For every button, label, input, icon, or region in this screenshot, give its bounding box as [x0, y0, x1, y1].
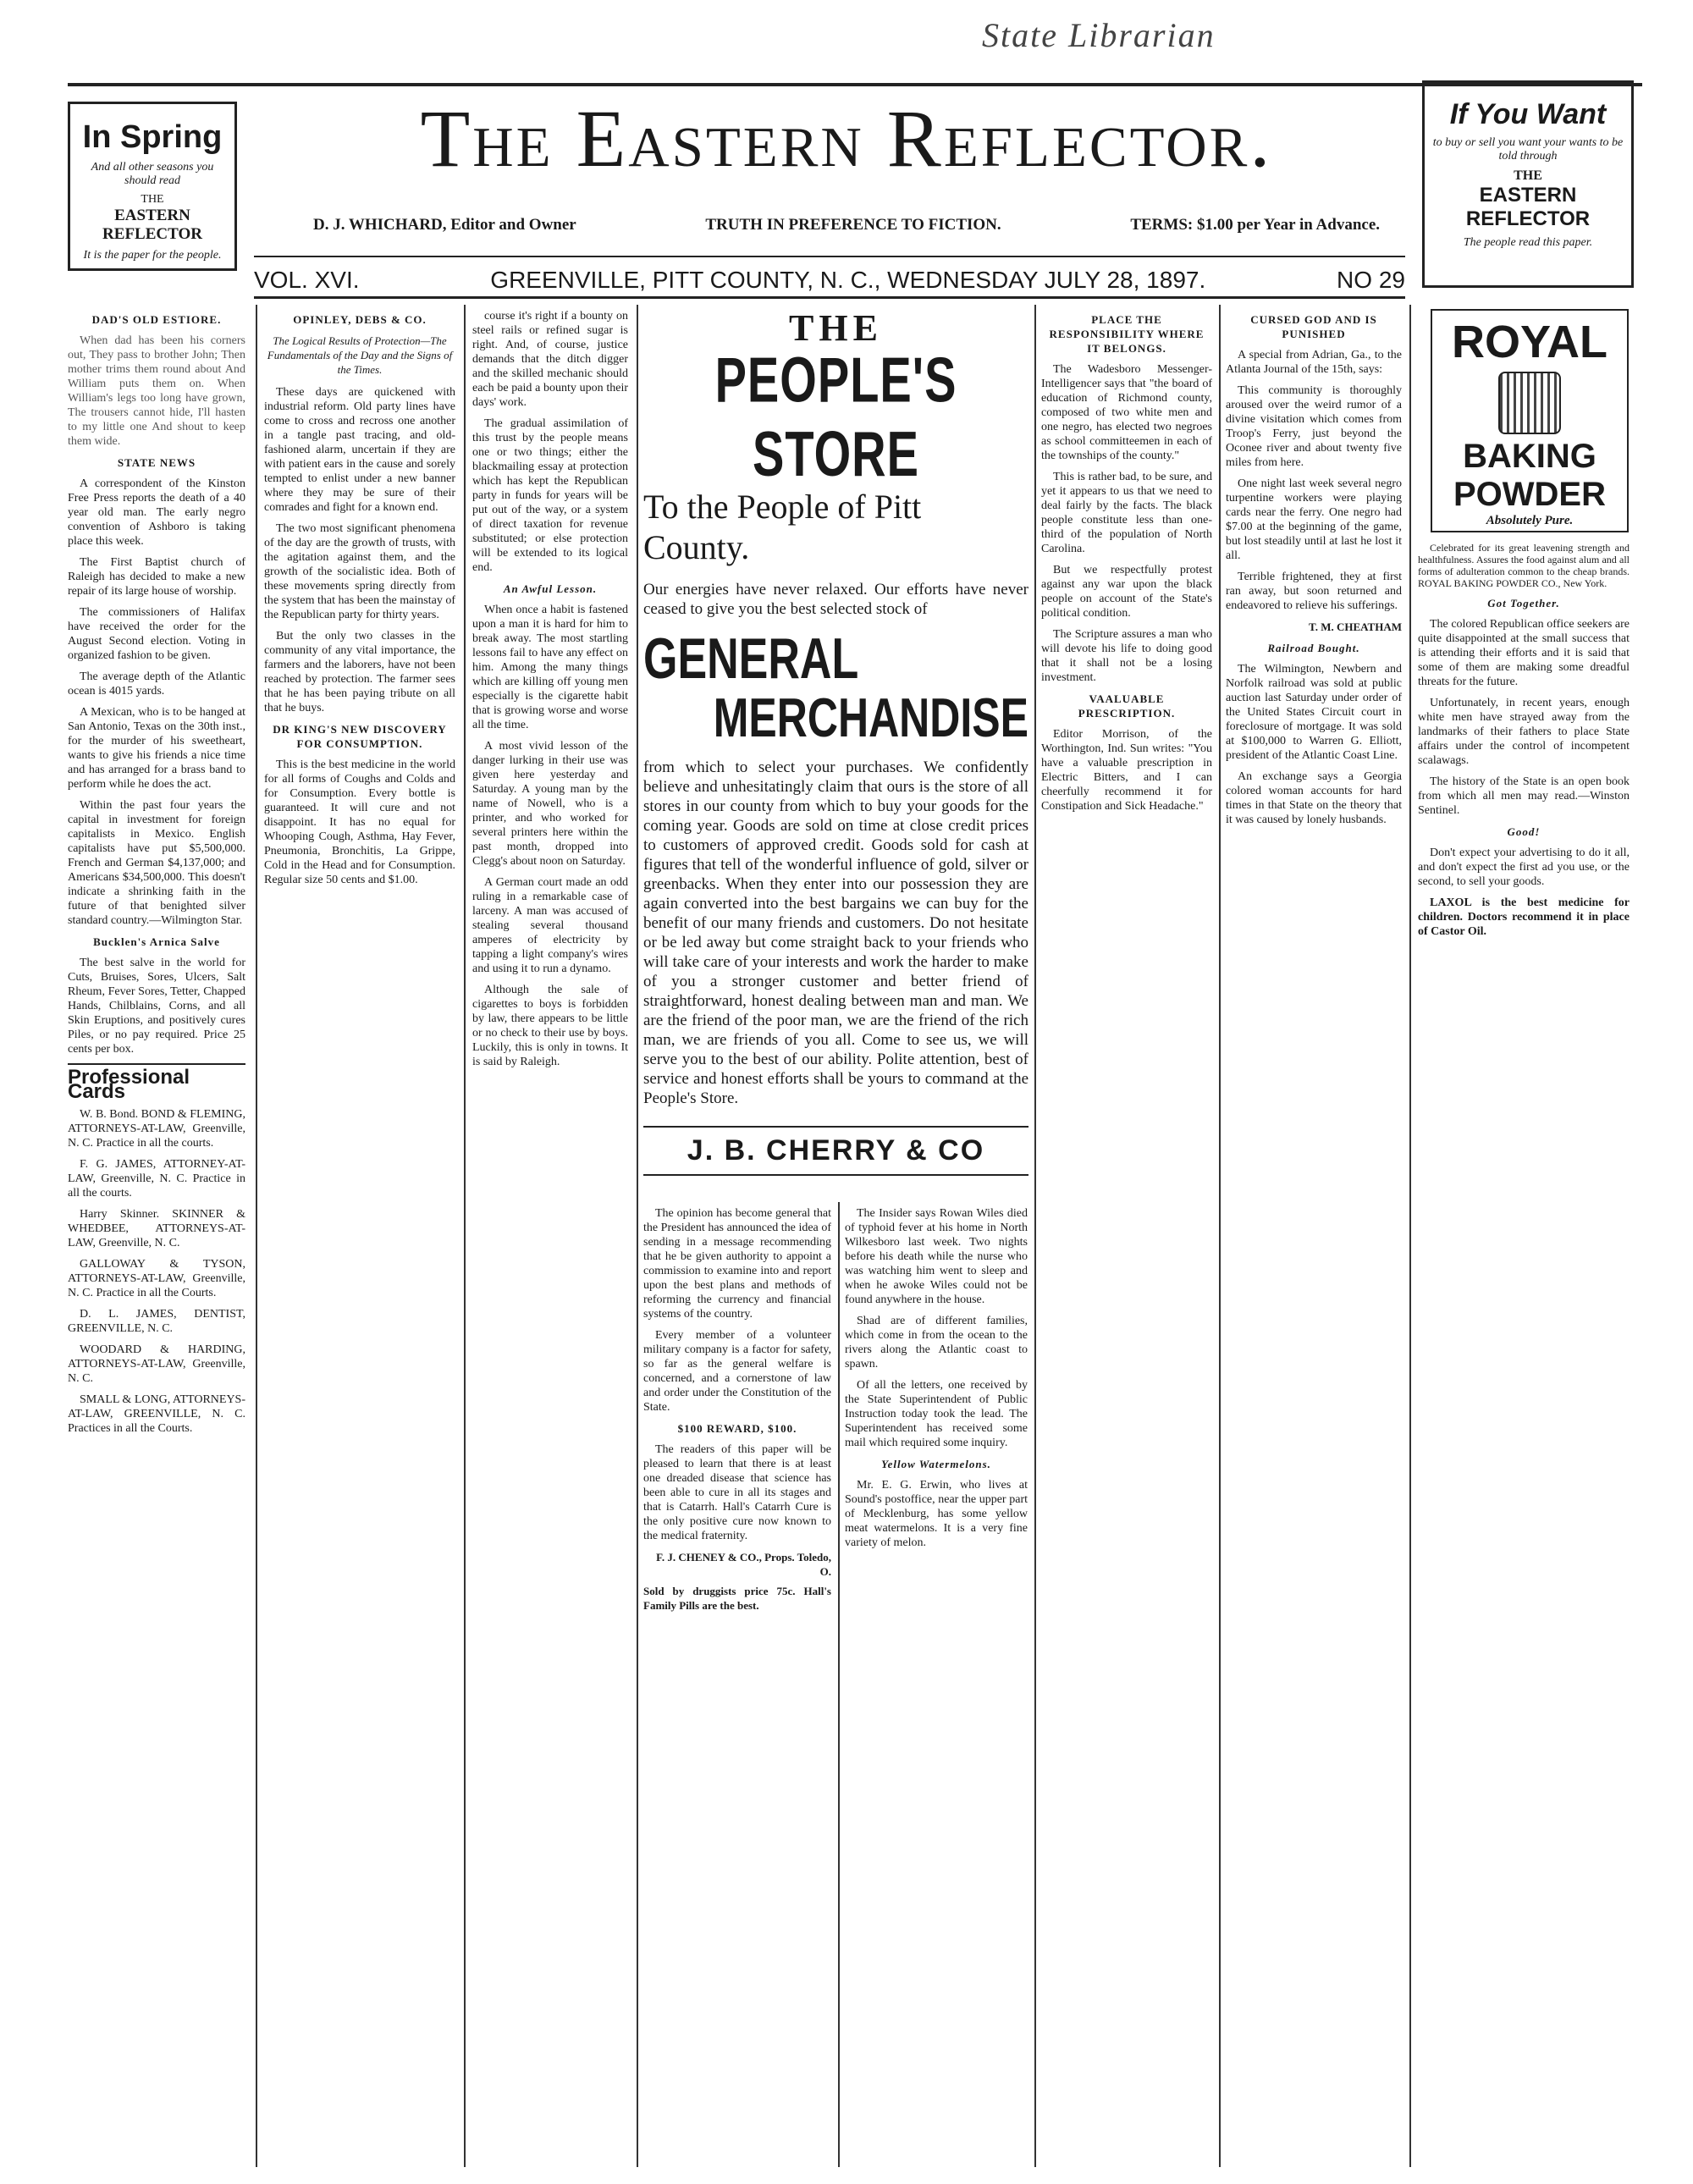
column-1	[68, 309, 245, 2163]
column-8	[1418, 542, 1630, 2163]
paragraph: The Scripture assures a man who will devote his life to doing good that it shall not be a losing investment.	[1041, 628, 1212, 684]
paragraph: A most vivid lesson of the danger lurking in their use was given here yesterday and Saturday. A young man by the name of Nowell, who is a printer, and who worked for several printers here within the past month, dropped into Clegg's about noon on Saturday.	[472, 740, 628, 868]
motto: TRUTH IN PREFERENCE TO FICTION.	[705, 216, 1001, 234]
ad-greeting: To the People of Pitt County.	[643, 488, 922, 566]
editor-line: D. J. WHICHARD, Editor and Owner	[313, 216, 576, 234]
business-card: Harry Skinner. SKINNER & WHEDBEE, ATTORNEYS-AT-LAW, Greenville, N. C.	[68, 1208, 245, 1249]
paragraph: But we respectfully protest against any war upon the black people on account of the State's political condition.	[1041, 564, 1212, 620]
left-ear-the: THE	[141, 193, 164, 206]
paragraph: Don't expect your advertising to do it all, and don't expect the first ad you use, or the second, to sell your goods.	[1418, 847, 1630, 888]
column-2	[264, 309, 455, 2163]
signature: F. J. CHENEY & CO., Props. Toledo, O.	[656, 1551, 831, 1578]
paragraph: Unfortunately, in recent years, enough white men have strayed away from the landmarks of their fathers to place State affairs under the control of incompetent scalawags.	[1418, 697, 1630, 767]
paragraph: course it's right if a bounty on steel rails or refined sugar is right. And, of course, justice demands that the ditch digger and the skilled mechanic should each be paid a bounty upon their days' work.	[472, 310, 628, 409]
dateline	[254, 267, 1405, 294]
paragraph: LAXOL is the best medicine for children. Doctors recommend it in place of Castor Oil.	[1418, 896, 1630, 938]
professional-cards-heading: Professional Cards	[68, 1066, 190, 1103]
paragraph: Shad are of different families, which come in from the ocean to the rivers along the Atlantic coast to spawn.	[845, 1315, 1028, 1371]
top-rule	[68, 83, 1642, 86]
handwritten-note: State Librarian	[982, 16, 1216, 54]
paragraph: Celebrated for its great leavening strength and healthfulness. Assures the food against alum and all forms of adulteration common to the cheap brands. ROYAL BAKING POWDER CO., New York.	[1418, 542, 1630, 589]
article-subheading: The Logical Results of Protection—The Fundamentals of the Day and the Signs of the Times.	[267, 334, 453, 376]
column-rule	[1034, 305, 1036, 2167]
paragraph: One night last week several negro turpentine workers were playing cards near the ferry. One negro had $7.00 at the beginning of the game, but lost steadily until at last he lost it all.	[1226, 477, 1402, 562]
right-ear-text2: The people read this paper.	[1463, 236, 1593, 249]
paragraph: This is rather bad, to be sure, and yet it appears to us that we need to deal fairly by the facts. The black people constitute less than one-third of the population of North Carolina.	[1041, 471, 1212, 555]
business-card: D. L. JAMES, DENTIST, GREENVILLE, N. C.	[68, 1308, 245, 1335]
business-card: F. G. JAMES, ATTORNEY-AT-LAW, Greenville, N. C. Practice in all the courts.	[68, 1158, 245, 1200]
paragraph: A Mexican, who is to be hanged at San Antonio, Texas on the 30th inst., for the murder of his sweetheart, wants to give his friends a nice time and has arranged for a brass band to perform while he does the act.	[68, 706, 245, 791]
article-heading: DAD'S OLD ESTIORE.	[91, 313, 222, 326]
column-6	[1041, 309, 1212, 2163]
right-ear-paper: EASTERN REFLECTOR	[1465, 184, 1591, 230]
peoples-store-ad	[643, 306, 1028, 1195]
article-heading: $100 REWARD, $100.	[677, 1422, 797, 1435]
paragraph: This community is thoroughly aroused over the weird rumor of a divine visitation which comes from Troop's Ferry, just beyond the Oconee river and about twenty five miles from here.	[1226, 384, 1402, 469]
baking-powder-can-icon	[1498, 372, 1561, 434]
paragraph: Every member of a volunteer military company is a factor for safety, so far as the general welfare is concerned, and a cornerstone of law and order under the Constitution of the State.	[643, 1329, 831, 1414]
article-heading: DR KING'S NEW DISCOVERY FOR CONSUMPTION.	[273, 723, 447, 750]
paragraph: The commissioners of Halifax have received the order for the August Second election. Voting in organized fashion to be given.	[68, 606, 245, 662]
article-heading: OPINLEY, DEBS & CO.	[293, 313, 427, 326]
paragraph: These days are quickened with industrial reform. Old party lines have come to cross and recross one another in a tangle past tracing, and old-fashioned alarm, uncertain if they are with patient ears in the cause and sorely tempted to enlist under a new banner where they may be sure of their comrades and fight for a known end.	[264, 386, 455, 514]
column-rule	[464, 305, 466, 2167]
terms: TERMS: $1.00 per Year in Advance.	[1130, 216, 1380, 234]
column-rule	[637, 305, 638, 2167]
royal-baking: BAKING	[1463, 438, 1596, 475]
ad-firm-name: J. B. CHERRY & CO	[643, 1126, 1028, 1176]
left-ear-box	[68, 102, 237, 271]
paragraph: The two most significant phenomena of the day are the growth of trusts, with the agitation against them, and the growth of the socialistic idea. Both of these movements spring directly from the system that has been the mainstay of the Republican party for thirty years.	[264, 522, 455, 621]
paragraph: The Wilmington, Newbern and Norfolk railroad was sold at public auction last Saturday under order of the United States Circuit court in foreclosure of mortgage. It was sold at $100,000 to Warren G. Elliott, president of the Atlantic Coast Line.	[1226, 663, 1402, 762]
left-ear-text2: It is the paper for the people.	[83, 249, 222, 262]
left-ear-title: In Spring	[82, 119, 223, 155]
paragraph: Within the past four years the capital in investment for foreign capitalists in Mexico. English capitalists have put $5,500,000. French and German $4,137,000; and Americans $34,500,000. This doesn't indicate a shrinking faith in the future of that benighted silver standard country.—Wilmington Star.	[68, 799, 245, 927]
column-3	[472, 309, 628, 2163]
dateline-text: GREENVILLE, PITT COUNTY, N. C., WEDNESDAY JULY 28, 1897.	[490, 267, 1206, 293]
royal-powder: POWDER	[1453, 476, 1606, 513]
paragraph: The Insider says Rowan Wiles died of typhoid fever at his home in North Wilkesboro last week. Two nights before his death while the nurse who was watching him went to sleep and when he awoke Wiles could not be found anywhere in the house.	[845, 1207, 1028, 1306]
footer-note: Sold by druggists price 75c. Hall's Family Pills are the best.	[643, 1585, 831, 1612]
article-heading: Bucklen's Arnica Salve	[93, 935, 220, 948]
column-rule	[838, 1202, 840, 2167]
right-ear-title: If You Want	[1449, 98, 1607, 130]
right-ear-text: to buy or sell you want your wants to be told through	[1432, 136, 1624, 163]
article-heading: VAALUABLE PRESCRIPTION.	[1078, 692, 1176, 720]
paragraph: When once a habit is fastened upon a man it is hard for him to break away. The most startling lessons fail to have any effect on him. Among the many things which are killing off young men especially is the cigarette habit that is growing worse and worse all the time.	[472, 604, 628, 731]
paragraph: The best salve in the world for Cuts, Bruises, Sores, Ulcers, Salt Rheum, Fever Sores, Tetter, Chapped Hands, Chilblains, Corns, and all Skin Eruptions, and positively cures Piles, or no pay required. Price 25 cents per box.	[68, 957, 245, 1056]
masthead-title: The Eastern Reflector.	[420, 93, 1273, 184]
dateline-rule-top	[254, 256, 1405, 257]
ad-general: GENERAL	[643, 627, 859, 692]
article-heading: STATE NEWS	[117, 456, 196, 469]
column-5-bottom	[845, 1206, 1028, 2163]
volume: VOL. XVI.	[254, 267, 360, 293]
business-card: GALLOWAY & TYSON, ATTORNEYS-AT-LAW, Greenville, N. C. Practice in all the Courts.	[68, 1258, 245, 1299]
paragraph: The Wadesboro Messenger-Intelligencer says that "the board of education of Richmond county, composed of two white men and one negro, has elected two negroes as school committeemen in each of the townships of the county."	[1041, 363, 1212, 462]
signature: T. M. CHEATHAM	[1308, 620, 1402, 633]
right-ear-the: THE	[1514, 168, 1542, 183]
paragraph: The First Baptist church of Raleigh has decided to make a new repair of its large house of worship.	[68, 556, 245, 598]
paragraph: A correspondent of the Kinston Free Press reports the death of a 40 year old man. The early negro convention of Ashboro is taking place this week.	[68, 477, 245, 548]
paragraph: The colored Republican office seekers are quite disappointed at the small success that is attending their efforts and it is said that some of them are making some dreadful threats for the future.	[1418, 618, 1630, 688]
paragraph: The average depth of the Atlantic ocean is 4015 yards.	[68, 670, 245, 698]
column-7	[1226, 309, 1402, 2163]
paragraph: Although the sale of cigarettes to boys is forbidden by law, there appears to be little or no check to their use by boys. Luckily, this is only in towns. It is said by Raleigh.	[472, 984, 628, 1068]
paragraph: Of all the letters, one received by the State Superintendent of Public Instruction today took the lead. The Superintendent has received some mail which required some inquiry.	[845, 1379, 1028, 1449]
paragraph: But the only two classes in the community of any vital importance, the farmers and the laborers, have not been reached by protection. The farmer sees that he has been paying tribute on all that he buys.	[264, 630, 455, 714]
paragraph: The readers of this paper will be pleased to learn that there is at least one dreaded disease that science has been able to cure in all its stages and that is Catarrh. Hall's Catarrh Cure is the only positive cure now known to the medical fraternity.	[643, 1443, 831, 1542]
paragraph: The history of the State is an open book from which all men may read.—Winston Sentinel.	[1418, 775, 1630, 817]
paragraph: When dad has been his corners out, They pass to brother John; Then mother trims them round about And William puts them on. When William's legs too long have grown, The trousers cannot hide, I'll hasten to my little one And shout to keep them wide.	[68, 334, 245, 448]
masthead-subline	[313, 216, 1380, 234]
column-4-bottom	[643, 1206, 831, 2163]
ad-merchandise: MERCHANDISE	[713, 687, 1028, 749]
ad-intro: Our energies have never relaxed. Our efforts have never ceased to give you the best selected stock of	[643, 581, 1028, 618]
ad-store-name: PEOPLE'S STORE	[714, 343, 957, 490]
article-heading: An Awful Lesson.	[503, 582, 598, 595]
paragraph: This is the best medicine in the world for all forms of Coughs and Colds and for Consumption. Every bottle is guaranteed. It will cure and not disappoint. It has no equal for Whooping Cough, Asthma, Hay Fever, Pneumonia, Bronchitis, La Grippe, Cold in the Head and for Consumption. Regular size 50 cents and $1.00.	[264, 758, 455, 886]
paragraph: Mr. E. G. Erwin, who lives at Sound's postoffice, near the upper part of Mecklenburg, has some yellow meat watermelons. It is a very fine variety of melon.	[845, 1479, 1028, 1549]
article-heading: CURSED GOD AND IS PUNISHED	[1250, 313, 1377, 340]
left-ear-paper: EASTERN REFLECTOR	[102, 207, 202, 243]
left-ear-text: And all other seasons you should read	[91, 161, 214, 187]
column-rule	[256, 305, 257, 2167]
column-rule	[1219, 305, 1221, 2167]
paragraph: A special from Adrian, Ga., to the Atlanta Journal of the 15th, says:	[1226, 349, 1402, 376]
ad-body: from which to select your purchases. We confidently believe and unhesitatingly claim that ours is the store of all stores in our county from which to buy your goods for the coming year. Goods are sold on time at close credit prices to customers of approved credit. Goods sold for cash at figures that tell of the wonderful influence of gold, silver or greenbacks. When they enter into our possession they are again converted into the best bargains we can buy for the benefit of our many friends and customers. Do not hesitate or be led away but come straight back to your friends who will take care of your interests and work the harder to make of you a stronger customer and better friend of straightforward, honest dealing between man and man. We are the friend of the poor man, we are the friend of the rich man, we are friends of you all. Come to see us, we will serve you to the best of our ability. Polite attention, best of service and honest efforts shall be yours to command at the People's Store.	[643, 758, 1028, 1107]
article-heading: PLACE THE RESPONSIBILITY WHERE IT BELONGS.	[1049, 313, 1205, 355]
paragraph: Terrible frightened, they at first ran away, but soon returned and endeavored to relieve his sufferings.	[1226, 571, 1402, 612]
royal-baking-powder-ad	[1431, 309, 1629, 532]
column-rule	[1409, 305, 1411, 2167]
paragraph: The opinion has become general that the President has announced the idea of sending in a message recommending that he be given authority to appoint a commission to examine into and report upon the best plans and methods of reforming the currency and financial systems of the country.	[643, 1207, 831, 1321]
royal-tagline: Absolutely Pure.	[1486, 514, 1574, 527]
business-card: W. B. Bond. BOND & FLEMING, ATTORNEYS-AT-LAW, Greenville, N. C. Practice in all the courts.	[68, 1108, 245, 1150]
business-card: WOODARD & HARDING, ATTORNEYS-AT-LAW, Greenville, N. C.	[68, 1343, 245, 1385]
paragraph: A German court made an odd ruling in a remarkable case of larceny. A man was accused of stealing several thousand amperes of electricity by tapping a light company's wires and using it to run a dynamo.	[472, 876, 628, 975]
article-heading: Good!	[1507, 825, 1541, 838]
business-card: SMALL & LONG, ATTORNEYS-AT-LAW, GREENVILLE, N. C. Practices in all the Courts.	[68, 1393, 245, 1435]
dateline-rule-bottom	[254, 296, 1405, 299]
article-heading: Railroad Bought.	[1267, 642, 1360, 654]
paragraph: The gradual assimilation of this trust by the people means one or two things; either the blackmailing essay at protection which has kept the Republican party in funds for years will be put out of the way, or a system of direct taxation for revenue substituted; or else protection will be extended to its logical end.	[472, 417, 628, 574]
article-heading: Got Together.	[1487, 597, 1560, 609]
paragraph: Editor Morrison, of the Worthington, Ind. Sun writes: "You have a valuable prescription in Electric Bitters, and I can cheerfully recommend it for Constipation and Sick Headache."	[1041, 728, 1212, 813]
article-heading: Yellow Watermelons.	[881, 1458, 991, 1470]
ad-the: THE	[789, 307, 883, 349]
issue-number: NO 29	[1337, 267, 1405, 293]
paragraph: An exchange says a Georgia colored woman accounts for hard times in that State on the theory that it was caused by lonely husbands.	[1226, 770, 1402, 826]
royal-title: ROYAL	[1451, 317, 1608, 367]
right-ear-box	[1422, 80, 1634, 288]
